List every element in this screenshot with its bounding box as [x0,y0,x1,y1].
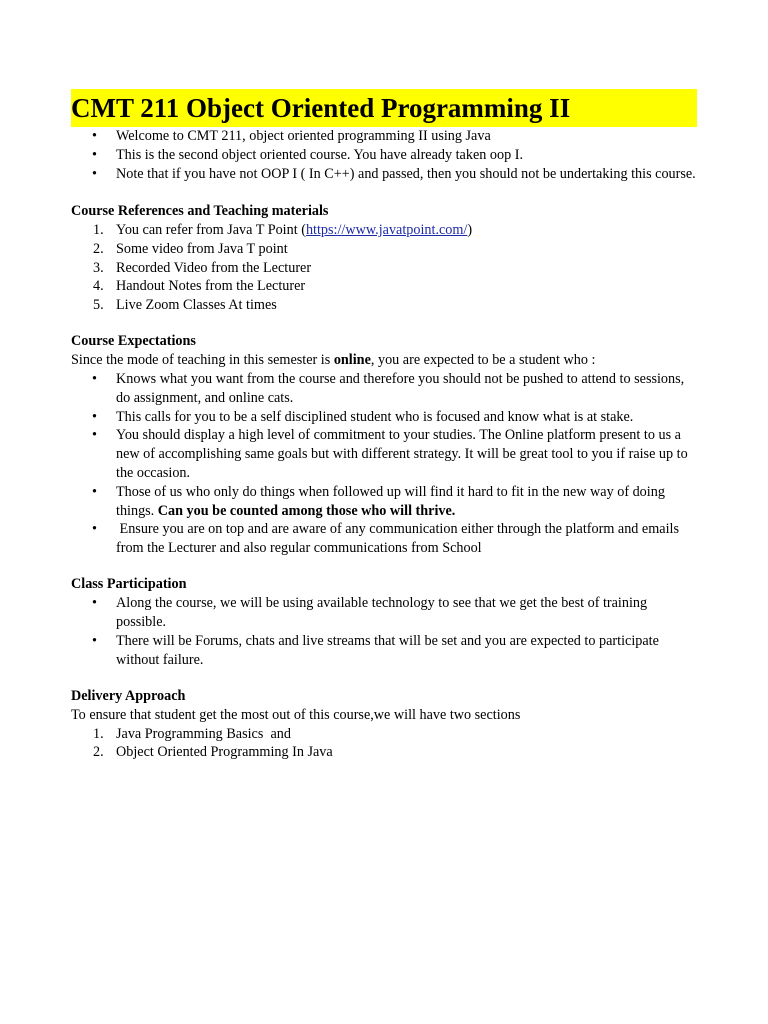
references-list [71,221,697,315]
expectations-intro [71,351,697,370]
expectation-item: • You should display a high level of commitment to your studies. The Online platform present to us a new of accomplishing same goals but with different strategy. It will be great tool to you if raise up to the occasion. [71,426,697,482]
expectations-intro-text: Since the mode of teaching in this semester is [71,352,334,369]
document-page [71,89,697,762]
expectation-item: • Ensure you are on top and are aware of any communication either through the platform and emails from the Lecturer and also regular communications from School [71,520,697,558]
participation-item: • There will be Forums, chats and live streams that will be set and you are expected to participate without failure. [71,632,697,670]
list-number: 5. [93,297,104,314]
expectation-bold-text: Can you be counted among those who will thrive. [157,502,456,519]
delivery-intro: To ensure that student get the most out of this course,we will have two sections [71,706,521,723]
reference-item [71,277,697,296]
references-heading: Course References and Teaching materials [71,203,329,220]
reference-text: Some video from Java T point [116,240,288,257]
reference-text: Handout Notes from the Lecturer [116,278,306,295]
reference-text: You can refer from Java T Point ( [116,221,306,238]
expectations-intro-bold: online [333,352,371,369]
delivery-heading: Delivery Approach [71,687,186,704]
list-number: 1. [93,725,104,742]
reference-item [71,259,697,278]
delivery-text: Java Programming Basics and [116,725,291,742]
delivery-item [71,725,697,744]
javatpoint-link[interactable]: https://www.javatpoint.com/ [305,221,468,238]
expectation-item: • This calls for you to be a self disciplined student who is focused and know what is at stake. [71,408,697,427]
list-number: 3. [93,259,104,276]
expectations-intro-text: , you are expected to be a student who : [370,352,596,369]
intro-item: • This is the second object oriented course. You have already taken oop I. [71,146,697,165]
intro-item: • Welcome to CMT 211, object oriented programming II using Java [71,127,697,146]
delivery-item [71,743,697,762]
intro-item: • Note that if you have not OOP I ( In C++) and passed, then you should not be undertaking this course. [71,165,697,184]
reference-text: Recorded Video from the Lecturer [116,259,312,276]
expectations-heading: Course Expectations [71,333,196,350]
expectation-item [71,483,697,521]
intro-list [71,127,697,185]
reference-text: ) [467,221,473,238]
reference-item [71,296,697,315]
reference-item [71,240,697,259]
list-number: 4. [93,278,104,295]
expectation-text: Those of us who only do things when followed up will find it hard to fit in the new way of doing things. [116,483,665,519]
document-title: CMT 211 Object Oriented Programming II [71,89,697,127]
delivery-list [71,725,697,763]
participation-list [71,594,697,669]
participation-item: • Along the course, we will be using available technology to see that we get the best of training possible. [71,594,697,632]
list-number: 2. [93,240,104,257]
reference-item [71,221,697,240]
reference-text: Live Zoom Classes At times [116,297,277,314]
participation-heading: Class Participation [71,576,187,593]
delivery-text: Object Oriented Programming In Java [116,744,333,761]
expectations-list [71,370,697,558]
expectation-item: • Knows what you want from the course and therefore you should not be pushed to attend to sessions, do assignment, and online cats. [71,370,697,408]
list-number: 1. [93,221,104,238]
list-number: 2. [93,744,104,761]
